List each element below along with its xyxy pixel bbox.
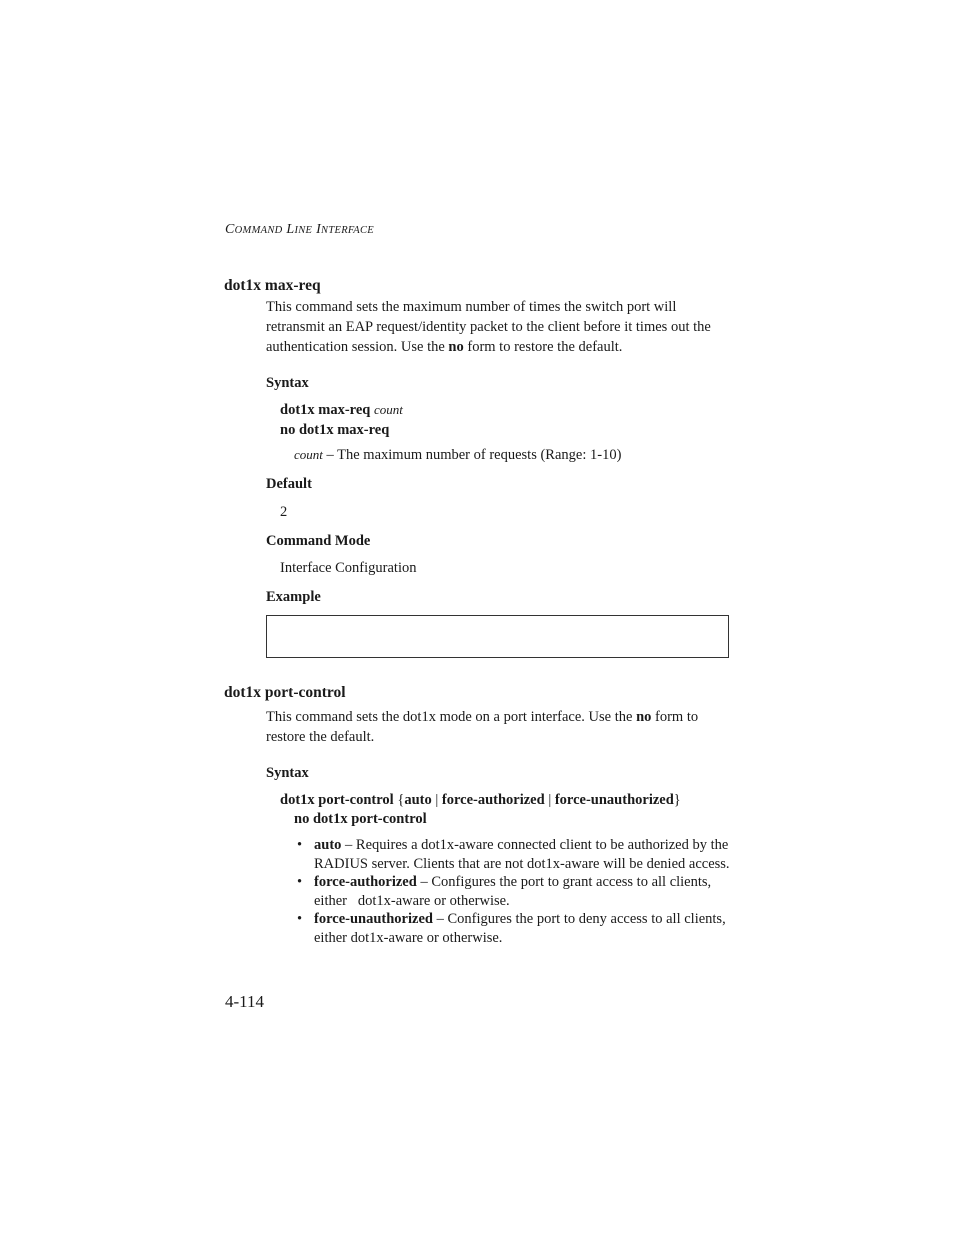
command-mode-value: Interface Configuration bbox=[280, 560, 417, 576]
list-item: • auto – Requires a dot1x-aware connected client to be authorized by the RADIUS server. Clients that are not dot1x-aware will be denied access. bbox=[297, 837, 730, 872]
running-header: COMMAND LINE INTERFACE bbox=[225, 222, 375, 237]
bullet-icon: • bbox=[297, 911, 303, 927]
command-mode-heading: Command Mode bbox=[266, 533, 371, 549]
list-item: • force-authorized – Configures the port to grant access to all clients, either dot1x-aware or otherwise. bbox=[297, 874, 715, 909]
bullet-icon: • bbox=[297, 874, 303, 890]
example-box bbox=[266, 615, 729, 658]
syntax-line-no-port-control: no dot1x port-control bbox=[294, 811, 427, 827]
option-list bbox=[297, 836, 737, 947]
syntax-line-no-max-req: no dot1x max-req bbox=[280, 422, 390, 438]
command-title-port-control: dot1x port-control bbox=[224, 684, 346, 701]
syntax-heading-port-control: Syntax bbox=[266, 765, 309, 781]
bullet-icon: • bbox=[297, 837, 303, 853]
default-heading: Default bbox=[266, 476, 312, 492]
parameter-count: count – The maximum number of requests (Range: 1-10) bbox=[294, 447, 622, 463]
syntax-line-max-req: dot1x max-req count bbox=[280, 402, 403, 418]
command-description-max-req: This command sets the maximum number of times the switch port will retransmit an EAP request/identity packet to the client before it times out the authentication session. Use the no form to restore the default. bbox=[266, 299, 711, 355]
example-heading: Example bbox=[266, 589, 321, 605]
default-value: 2 bbox=[280, 504, 288, 520]
command-title-max-req: dot1x max-req bbox=[224, 277, 321, 294]
syntax-heading-max-req: Syntax bbox=[266, 375, 309, 391]
syntax-line-port-control: dot1x port-control {auto | force-authorized | force-unauthorized} bbox=[280, 792, 681, 808]
list-item: • force-unauthorized – Configures the port to deny access to all clients, either dot1x-aware or otherwise. bbox=[297, 911, 726, 946]
page-number: 4-114 bbox=[225, 992, 265, 1011]
command-description-port-control: This command sets the dot1x mode on a port interface. Use the no form to restore the default. bbox=[266, 709, 699, 745]
